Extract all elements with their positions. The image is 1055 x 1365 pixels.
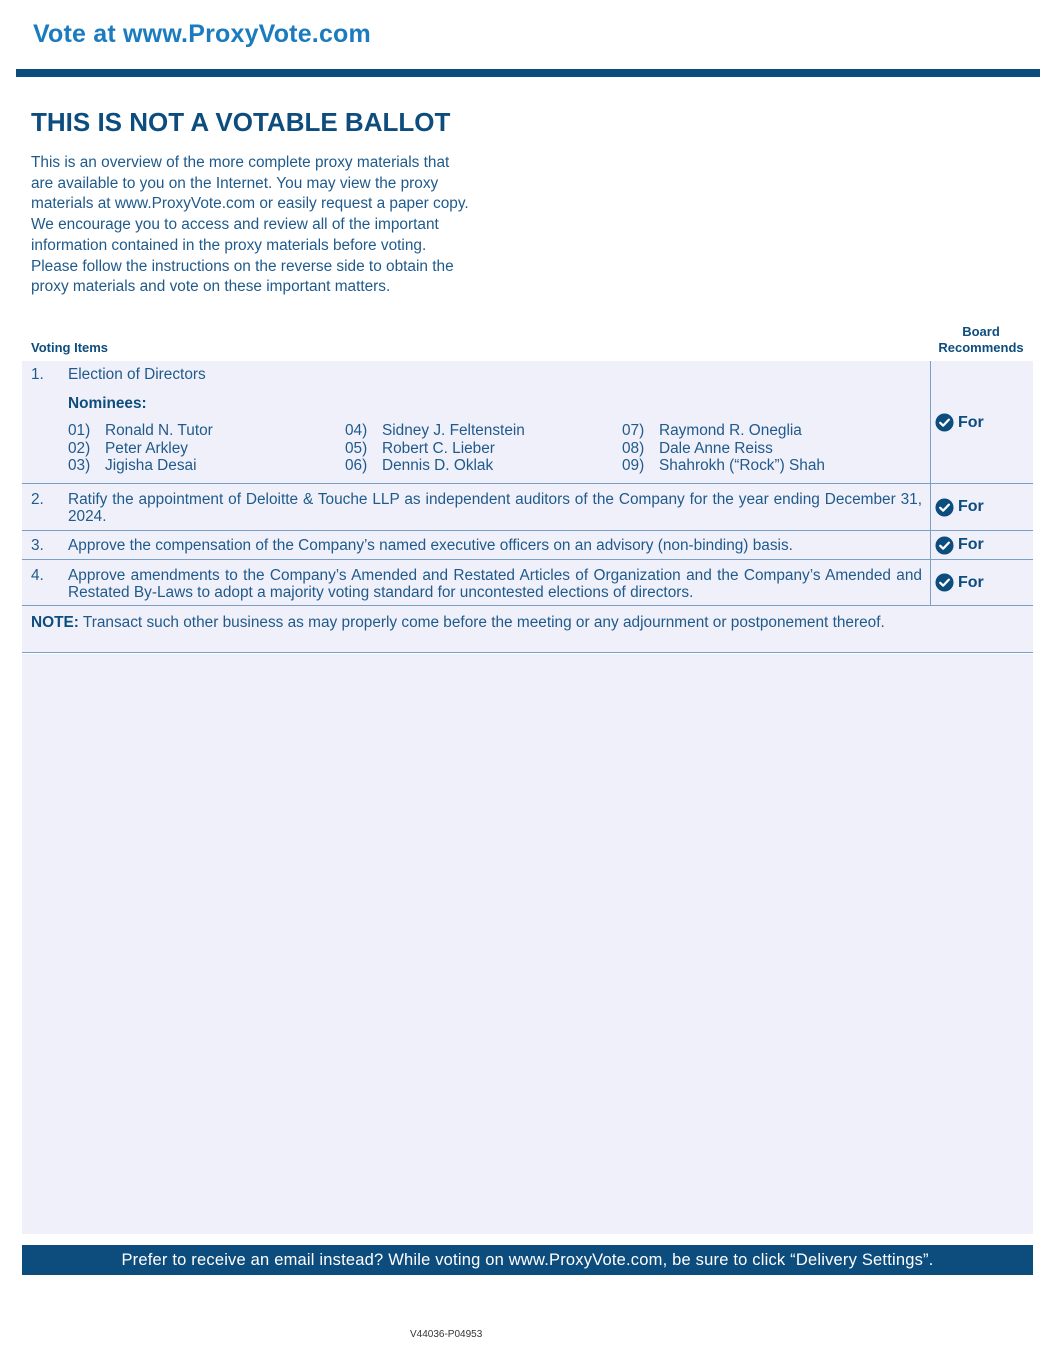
voting-items-table xyxy=(22,361,1033,653)
check-circle-icon xyxy=(935,498,954,517)
nominees-column xyxy=(622,422,922,475)
recommendation-label: For xyxy=(958,413,984,431)
nominees-list xyxy=(68,422,922,475)
board-recommendation xyxy=(930,484,1033,530)
intro-line: We encourage you to access and review all of the important xyxy=(31,216,439,234)
nominee: 01) Ronald N. Tutor xyxy=(68,422,213,439)
board-recommendation xyxy=(930,531,1033,559)
board-header-line: Board xyxy=(962,324,1000,339)
nominee: 04) Sidney J. Feltenstein xyxy=(345,422,525,439)
board-recommends-header xyxy=(930,324,1032,356)
voting-item-3 xyxy=(22,531,1033,560)
blank-panel xyxy=(22,654,1033,1234)
recommendation-label: For xyxy=(958,536,984,553)
intro-line: proxy materials and vote on these important matters. xyxy=(31,278,391,296)
header-title[interactable]: Vote at www.ProxyVote.com xyxy=(33,20,371,48)
voting-item-4 xyxy=(22,560,1033,606)
nominee: 03) Jigisha Desai xyxy=(68,457,197,474)
nominees-column xyxy=(68,422,345,475)
item-text: Approve the compensation of the Company’s named executive officers on an advisory (non-binding) basis. xyxy=(68,537,793,554)
nominee: 06) Dennis D. Oklak xyxy=(345,457,494,474)
nominees-label: Nominees: xyxy=(68,395,147,412)
intro-line: are available to you on the Internet. You may view the proxy xyxy=(31,174,439,192)
item-text: Ratify the appointment of Deloitte & Touche LLP as independent auditors of the Company for the year ending December 31, 2024. xyxy=(68,491,922,525)
item-text: Approve amendments to the Company’s Amended and Restated Articles of Organization and the Company’s Amended and Restated By-Laws to adopt a majority voting standard for uncontested elections of directors. xyxy=(68,567,922,601)
note-label: NOTE: xyxy=(31,614,79,631)
item-number: 4. xyxy=(31,567,44,584)
header-divider xyxy=(16,69,1040,77)
nominee: 07) Raymond R. Oneglia xyxy=(622,422,802,439)
nominee: 02) Peter Arkley xyxy=(68,439,188,457)
recommendation-label: For xyxy=(958,573,984,591)
voting-item-2 xyxy=(22,484,1033,531)
voting-items-header: Voting Items xyxy=(31,340,109,355)
nominee: 08) Dale Anne Reiss xyxy=(622,439,773,457)
board-recommendation xyxy=(930,560,1033,605)
intro-line: materials at www.ProxyVote.com or easily request a paper copy. xyxy=(31,195,469,213)
document-code: V44036-P04953 xyxy=(410,1329,483,1340)
nominee: 05) Robert C. Lieber xyxy=(345,439,495,457)
board-header-line: Recommends xyxy=(938,340,1024,355)
intro-line: Please follow the instructions on the reverse side to obtain the xyxy=(31,257,454,275)
check-circle-icon xyxy=(935,413,954,432)
intro-line: This is an overview of the more complete proxy materials that xyxy=(31,154,450,171)
note-text: Transact such other business as may properly come before the meeting or any adjournment or postponement thereof. xyxy=(82,614,885,631)
nominees-column xyxy=(345,422,622,475)
note-row xyxy=(22,606,1033,653)
email-delivery-banner xyxy=(22,1245,1033,1275)
voting-item-1 xyxy=(22,361,1033,484)
nominee: 09) Shahrokh (“Rock”) Shah xyxy=(622,457,825,474)
banner-text: Prefer to receive an email instead? While voting on www.ProxyVote.com, be sure to click “Delivery Settings”. xyxy=(121,1250,934,1269)
intro-paragraph xyxy=(31,153,511,298)
check-circle-icon xyxy=(935,573,954,592)
page-title: THIS IS NOT A VOTABLE BALLOT xyxy=(31,107,451,137)
intro-line: information contained in the proxy materials before voting. xyxy=(31,236,427,254)
item-number: 3. xyxy=(31,537,44,554)
board-recommendation xyxy=(930,361,1033,483)
item-number: 2. xyxy=(31,491,44,508)
check-circle-icon xyxy=(935,536,954,555)
recommendation-label: For xyxy=(958,498,984,515)
item-text: Election of Directors xyxy=(68,366,206,383)
item-number: 1. xyxy=(31,366,44,383)
